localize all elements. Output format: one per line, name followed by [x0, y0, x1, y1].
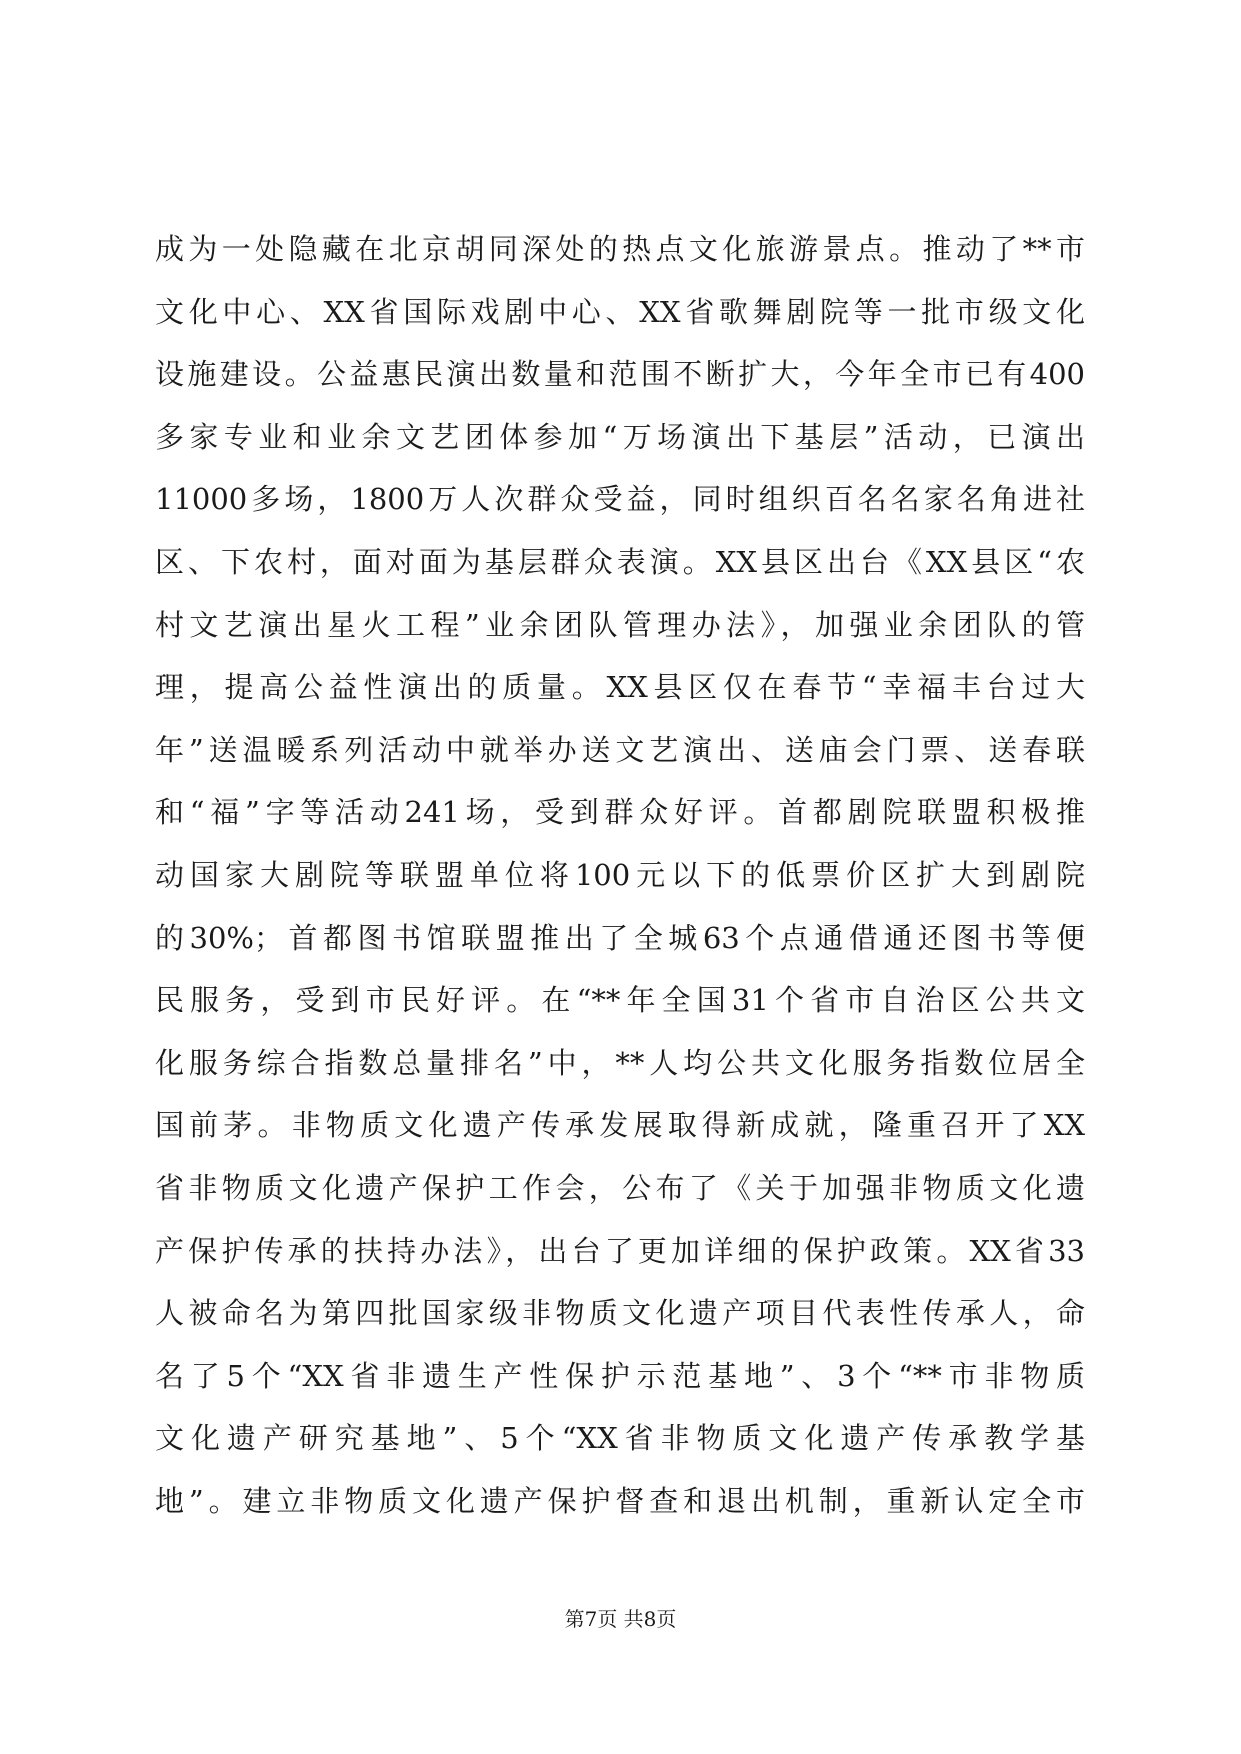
- text-line: 村文艺演出星火工程”业余团队管理办法》，加强业余团队的管: [155, 607, 1085, 642]
- page-number-footer: 第7页 共8页: [564, 1607, 677, 1631]
- text-line: 的30%；首都图书馆联盟推出了全城63个点通借通还图书等便: [155, 920, 1085, 955]
- text-line: 人被命名为第四批国家级非物质文化遗产项目代表性传承人，命: [155, 1296, 1085, 1331]
- text-line: 11000多场，1800万人次群众受益，同时组织百名名家名角进社: [155, 482, 1085, 517]
- text-line: 名了5个“XX省非遗生产性保护示范基地”、3个“**市非物质: [155, 1358, 1085, 1393]
- text-line: 多家专业和业余文艺团体参加“万场演出下基层”活动，已演出: [155, 419, 1085, 454]
- text-line: 化服务综合指数总量排名”中，**人均公共文化服务指数位居全: [155, 1045, 1085, 1080]
- text-line: 国前茅。非物质文化遗产传承发展取得新成就，隆重召开了XX: [155, 1108, 1085, 1143]
- text-line: 区、下农村，面对面为基层群众表演。XX县区出台《XX县区“农: [155, 544, 1085, 579]
- text-line: 文化遗产研究基地”、5个“XX省非物质文化遗产传承教学基: [155, 1421, 1085, 1456]
- text-line: 设施建设。公益惠民演出数量和范围不断扩大，今年全市已有400: [155, 357, 1085, 392]
- text-line: 成为一处隐藏在北京胡同深处的热点文化旅游景点。推动了**市: [155, 232, 1085, 266]
- text-line: 年”送温暖系列活动中就举办送文艺演出、送庙会门票、送春联: [155, 732, 1085, 767]
- text-line: 产保护传承的扶持办法》，出台了更加详细的保护政策。XX省33: [155, 1233, 1085, 1268]
- text-line: 省非物质文化遗产保护工作会，公布了《关于加强非物质文化遗: [155, 1170, 1085, 1205]
- text-line: 民服务，受到市民好评。在“**年全国31个省市自治区公共文: [155, 983, 1085, 1018]
- text-line: 文化中心、XX省国际戏剧中心、XX省歌舞剧院等一批市级文化: [155, 294, 1085, 329]
- text-line: 地”。建立非物质文化遗产保护督查和退出机制，重新认定全市: [155, 1483, 1085, 1518]
- text-line: 理，提高公益性演出的质量。XX县区仅在春节“幸福丰台过大: [155, 670, 1085, 705]
- text-line: 和“福”字等活动241场，受到群众好评。首都剧院联盟积极推: [155, 795, 1085, 830]
- body-paragraph: [155, 218, 1085, 1532]
- text-line: 动国家大剧院等联盟单位将100元以下的低票价区扩大到剧院: [155, 857, 1085, 892]
